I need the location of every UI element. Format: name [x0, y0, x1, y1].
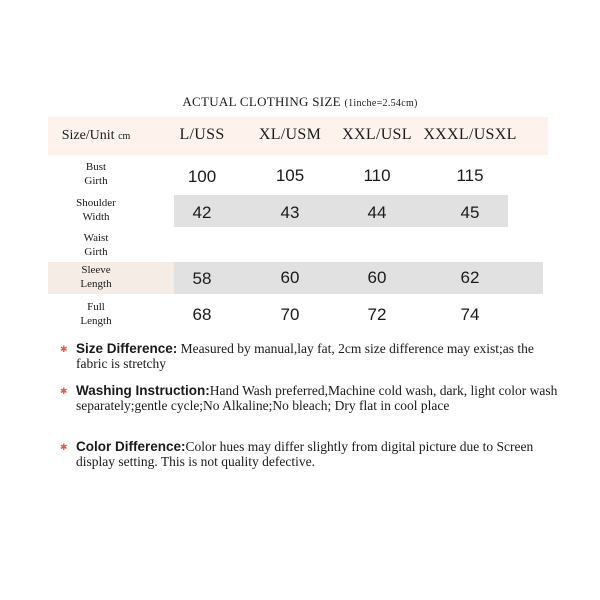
- row-label-line1: Full: [87, 301, 105, 313]
- row-label: [48, 231, 144, 259]
- size-header-4: XXXL/USXL: [423, 126, 517, 143]
- title-main: ACTUAL CLOTHING SIZE: [182, 94, 341, 109]
- row-label-line1: Sleeve: [81, 264, 111, 276]
- row-label: [48, 263, 144, 291]
- table-cell: 43: [280, 203, 300, 222]
- table-cell: 42: [192, 203, 212, 222]
- star-bullet-icon: ✱: [60, 344, 68, 354]
- table-cell: 74: [460, 305, 480, 324]
- table-row: [48, 193, 548, 229]
- chart-title: [0, 94, 600, 110]
- note-text: Hand Wash preferred,Machine cold wash, dark, light color wash separately;gentle cycle;No Alkaline;No bleach; Dry flat in cool place: [76, 383, 558, 413]
- table-cell: 45: [460, 203, 480, 222]
- row-label-line1: Shoulder: [76, 197, 116, 209]
- table-row: [48, 297, 548, 333]
- size-header-2: XL/USM: [258, 126, 322, 143]
- table-cell: 62: [460, 268, 480, 287]
- table-cell: 60: [280, 268, 300, 287]
- note-size-difference: [60, 341, 564, 371]
- table-cell: 72: [367, 305, 387, 324]
- row-label-line1: Waist: [83, 232, 109, 244]
- note-heading: Washing Instruction:: [76, 383, 210, 398]
- row-label-line2: Width: [82, 211, 110, 223]
- row-label-line2: Girth: [84, 246, 108, 258]
- table-row: [48, 229, 548, 261]
- title-unit-note: (1inche=2.54cm): [344, 98, 418, 109]
- row-label-line2: Girth: [84, 175, 108, 187]
- table-cell: 115: [456, 166, 484, 185]
- table-cell: 58: [192, 269, 212, 288]
- note-text: Color hues may differ slightly from digital picture due to Screen display setting. This is not quality defective.: [76, 439, 534, 469]
- header-label-text: Size/Unit: [61, 128, 115, 143]
- note-color-difference: [60, 439, 564, 469]
- table-cell: 105: [275, 166, 305, 185]
- table-cell: 100: [187, 167, 217, 186]
- table-cell: 110: [363, 166, 391, 185]
- note-heading: Size Difference:: [76, 341, 178, 356]
- star-bullet-icon: ✱: [60, 386, 68, 396]
- size-header-3: XXL/USL: [342, 126, 412, 143]
- table-row: [48, 157, 548, 193]
- note-washing-instruction: [60, 383, 564, 413]
- table-cell: 60: [367, 268, 387, 287]
- table-row: [48, 261, 548, 295]
- note-text: Measured by manual,lay fat, 2cm size difference may exist;as the fabric is stretchy: [76, 341, 534, 371]
- row-label: [48, 196, 144, 224]
- size-header-1: L/USS: [179, 126, 225, 143]
- row-label-line1: Bust: [85, 161, 107, 173]
- note-heading: Color Difference:: [76, 439, 186, 454]
- table-cell: 44: [367, 203, 387, 222]
- row-label: [48, 300, 144, 328]
- header-unit: cm: [118, 131, 131, 142]
- size-header-row: [48, 117, 548, 155]
- row-label-line2: Length: [80, 315, 112, 327]
- row-label: [48, 160, 144, 188]
- table-cell: 68: [192, 305, 212, 324]
- row-label-line2: Length: [80, 278, 112, 290]
- star-bullet-icon: ✱: [60, 442, 68, 452]
- header-label: [48, 128, 144, 145]
- table-cell: 70: [280, 305, 300, 324]
